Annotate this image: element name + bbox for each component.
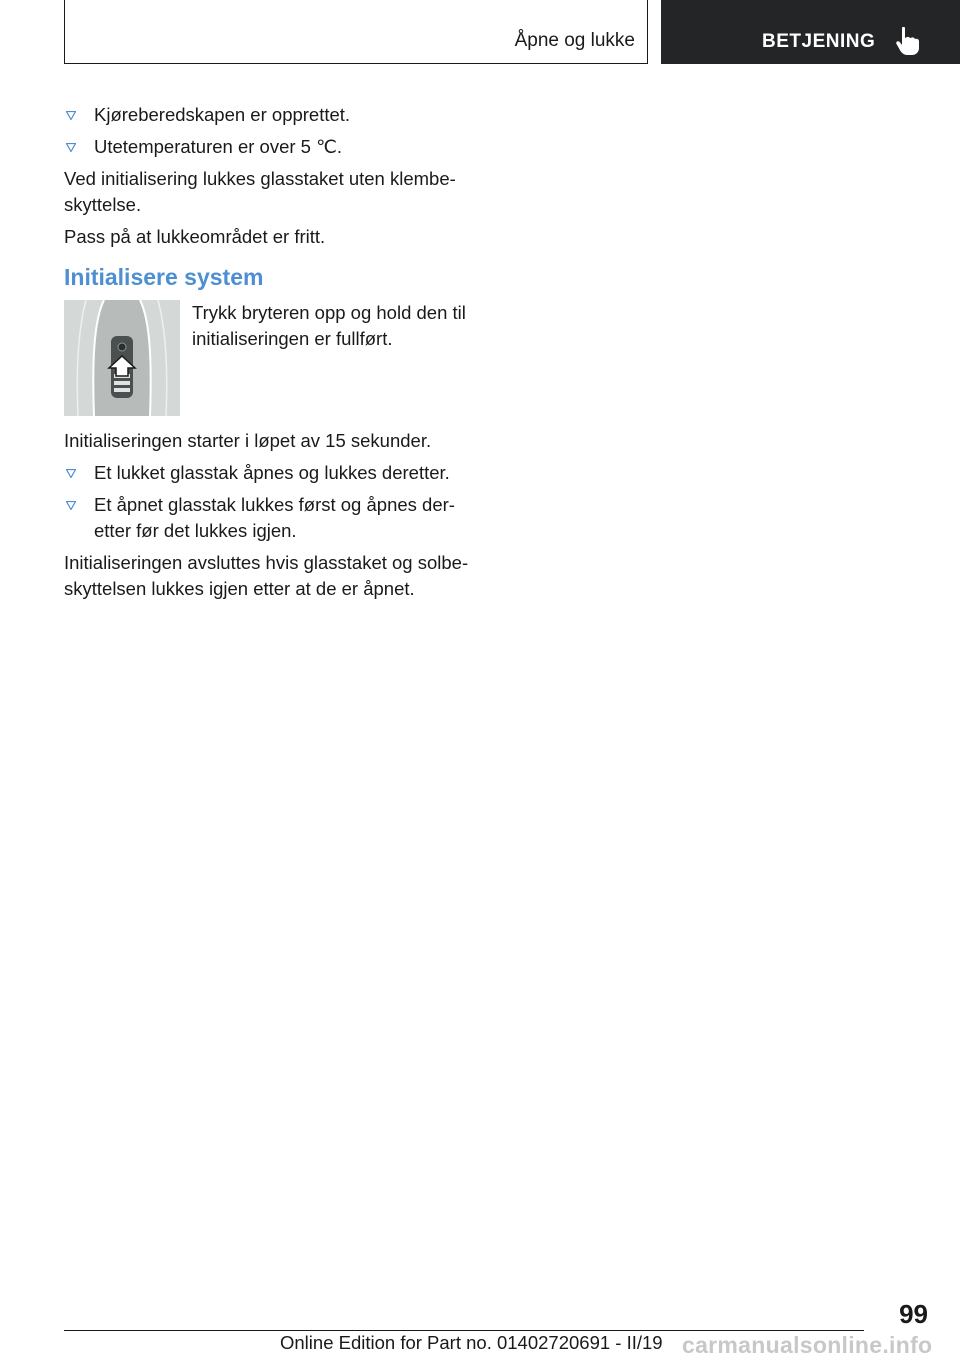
paragraph: Ved initialisering lukkes glasstaket uten klembe-skyttelse. <box>64 168 456 215</box>
header-box <box>64 0 648 64</box>
triangle-bullet-icon <box>66 501 76 510</box>
section-tab <box>661 0 960 64</box>
list-item-text: Et lukket glasstak åpnes og lukkes deretter. <box>94 462 450 483</box>
section-heading: Initialisere system <box>64 264 264 290</box>
figure-row <box>64 300 482 416</box>
list-item-text: Utetemperaturen er over 5 ℃. <box>94 136 343 157</box>
triangle-bullet-icon <box>66 111 76 120</box>
list-item-text: Et åpnet glasstak lukkes først og åpnes der-etter før det lukkes igjen. <box>94 494 455 541</box>
footer-divider <box>64 1330 864 1331</box>
paragraph: Pass på at lukkeområdet er fritt. <box>64 226 326 247</box>
paragraph: Initialiseringen avsluttes hvis glasstaket og solbe-skyttelsen lukkes igjen etter at de er åpnet. <box>64 552 469 599</box>
list-item-text: Kjøreberedskapen er opprettet. <box>94 104 351 125</box>
page-content <box>64 102 482 608</box>
list-item <box>64 134 482 160</box>
roof-switch-illustration <box>64 300 180 416</box>
section-tab-label: BETJENING <box>762 31 876 52</box>
chapter-title: Åpne og lukke <box>514 30 635 51</box>
triangle-bullet-icon <box>66 143 76 152</box>
list-item <box>64 102 482 128</box>
list-item <box>64 460 482 486</box>
edition-text: Online Edition for Part no. 01402720691 - II/19 <box>280 1332 663 1353</box>
triangle-bullet-icon <box>66 469 76 478</box>
page-number: 99 <box>899 1299 928 1329</box>
paragraph: Initialiseringen starter i løpet av 15 sekunder. <box>64 430 432 451</box>
figure-caption: Trykk bryteren opp og hold den til initialiseringen er fullført. <box>192 302 466 349</box>
pointing-hand-icon <box>895 26 921 56</box>
watermark: carmanualsonline.info <box>682 1332 933 1358</box>
list-item <box>64 492 482 544</box>
